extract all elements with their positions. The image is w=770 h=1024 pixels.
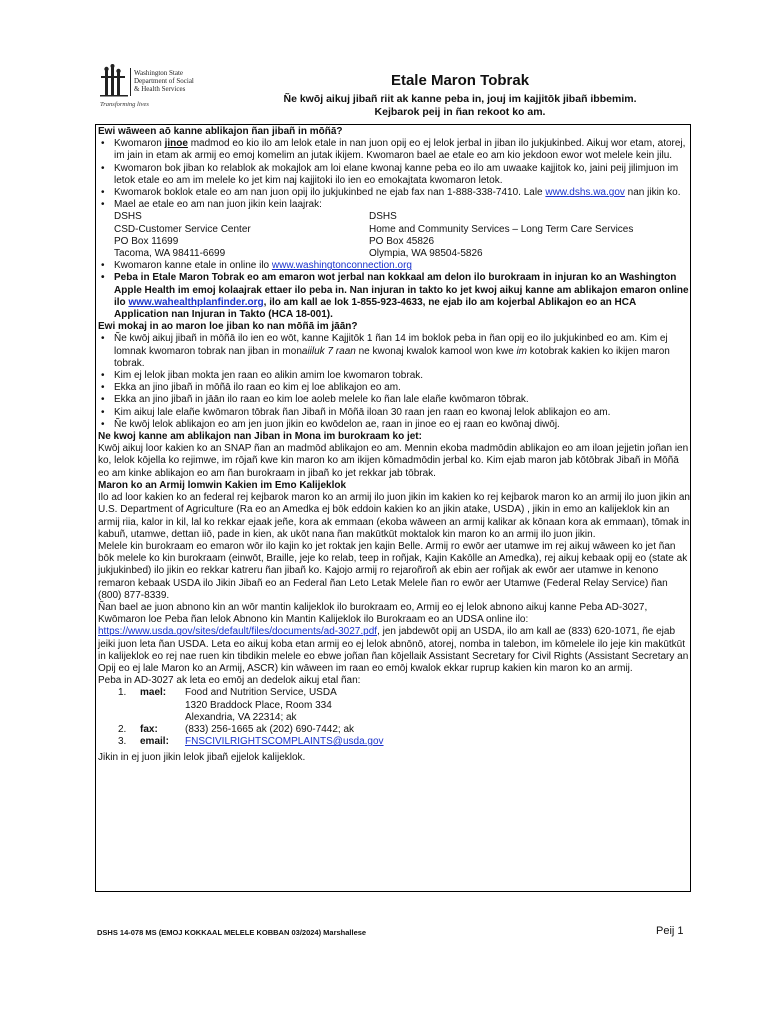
address-line: 1320 Braddock Place, Room 334 <box>185 699 332 711</box>
ad-3027-form-link[interactable]: https://www.usda.gov/sites/default/files/documents/ad-3027.pdf <box>98 626 378 638</box>
document-body <box>98 126 690 765</box>
text: Kwomaron kanne etale in online ilo <box>114 260 272 272</box>
list-item: • Ekka an jino jibañ in mōñā ilo raan eo kim ej loe ablikajon eo am. <box>98 382 690 394</box>
address-line: DSHS <box>369 211 397 223</box>
form-title: Etale Maron Tobrak <box>390 72 530 89</box>
list-number: 3. <box>118 736 127 748</box>
paragraph: Melele kin burokraam eo emaron wōr ilo kajin ko jet roktak jen kajin Belle. Armij ro ewōr aer utamwe im rej aikuj wāween ko jet ñan bōk melele ko kin burokraam (einwōt, Braille, jeje ko relab, teep in roñjak, Kajin Kakōlle an Amedka), rej aikuj kebaak opij eo (state ak jukjukinbed) ilo jikin eo rekkar katreru ñan jibañ ko. Kajojo armij ro rejaroñroñ ak ebin aer roñjak ak ewōr aer utamwe in kenono remaron kebaak USDA ilo Jikin Jibañ eo an Federal ñan Leto Letak Melele ñan ro ewōr aer Utamwe (Federal Relay Service) ñan (800) 877-8339. <box>98 540 688 601</box>
text: nan jikin ko. <box>624 187 681 199</box>
mailing-addresses <box>98 211 690 260</box>
text: , ilo am kall ae lok 1-855-923-4633, ne ejab ilo am kojerbal Ablikajon eo an HCA Application nan Injuran in Takto (HCA 18-001). <box>114 296 636 321</box>
italic-text: im <box>516 345 528 357</box>
address-left <box>114 211 369 260</box>
list-number: 1. <box>118 687 127 699</box>
emphasis-text: jinoe <box>164 138 188 150</box>
list-item <box>118 687 690 724</box>
list-item: • Kwomaron bok jiban ko relablok ak mokajlok am loi elane kwonaj kanne peba eo ilo am uwaake kajjitok ko, jaini peij jilimjuon im letok etale eo am im melele ko jet kim naj kajjitoki ilo ien eo emokajtata kwomaron letok. <box>98 163 690 187</box>
list-value <box>185 687 337 724</box>
list-item <box>98 260 690 272</box>
section-heading-civil-rights: Maron ko an Armij lomwin Kakien im Emo Kalijeklok <box>98 479 347 491</box>
text: Kwomaron <box>114 138 165 150</box>
list-key: email: <box>140 736 169 748</box>
logo-tagline: Transforming lives <box>100 101 149 108</box>
complaint-submission-list <box>98 687 690 748</box>
dshs-website-link[interactable]: www.dshs.wa.gov <box>545 187 625 199</box>
list-key: mael: <box>140 687 167 699</box>
form-number: DSHS 14-078 MS (EMOJ KOKKAAL MELELE KOBBAN 03/2024) Marshallese <box>97 928 367 937</box>
paragraph <box>98 602 690 675</box>
text: Ñan bael ae juon abnono kin an wōr mantin kalijeklok ilo burokraam eo, Armij eo ej lelok abnono aikuj kanne Peba AD-3027, Kwōmaron loe Peba ñan lelok Abnono kin Mantin Kalijeklok ilo Burokraam eo an UDSA online ilo: <box>98 601 648 626</box>
list-number: 2. <box>118 723 127 735</box>
section-heading-timing: Ewi mokaj in ao maron loe jiban ko nan mōñā im jāān? <box>98 321 358 333</box>
address-line: Alexandria, VA 22314; ak <box>185 711 297 723</box>
paragraph: Ilo ad loor kakien ko an federal rej kejbarok maron ko an armij ilo juon jikin im kakien ko rej kejbarok maron ko an armij ilo juon jikin an U.S. Department of Agriculture (Ra eo an Amedka ej bōk eddoin kakien ko an jikin atake, USDA) , jikin in emo an kalijeklok kin an armij riia, kalor in kil, lal ko rekkar ejaak jeñe, kora ak emmaan (ekoba wāween an armij kalikar ak kōnaan kora ak emmaan), tōmak in kabuñ, utamwe, dettan iiō, pade in kien, ak ukōt nana ñan makūtkūt moktalok kin maron ko an armij ilo juon jikin. <box>98 492 690 540</box>
address-line: CSD-Customer Service Center <box>114 223 251 235</box>
list-item <box>118 736 690 748</box>
page-number: Peij 1 <box>656 925 684 937</box>
address-line: PO Box 45826 <box>369 235 435 247</box>
apply-list <box>98 138 690 211</box>
apply-list-2 <box>98 260 690 321</box>
list-key: fax: <box>140 723 158 735</box>
text: madmod eo kio ilo am lelok etale in nan juon opij eo ej lelok jerbal in jiban ilo jukjukinbed. Aikuj wor etam, atorej, im jain in etam ak armij eo emoj komelim an jutak ikijem. Kwomaron bael ae etale eo am kio jekdoon ewor wot melele kein jilu. <box>114 138 686 162</box>
list-value: (833) 256-1665 ak (202) 690-7442; ak <box>185 723 355 735</box>
timing-list <box>98 333 690 431</box>
paragraph: Jikin in ej juon jikin lelok jibañ ejjelok kalijeklok. <box>98 752 306 764</box>
paragraph: Kwōj aikuj loor kakien ko an SNAP ñan an madmōd ablikajon eo am. Mennin ekoba madmōdin ablikajon eo am iloan jejjetin joñan ien ko, lelok kōjella ko rejimwe, im rōjañ kwe kin maron ko am ikijen kōmadmōdin jerbal ko. Kim ejab maron jab kōtōbrak Jibañ in Mōñā eo am kinke ablikajon eo am ñan burokraam in jibañ ko jet rekkar jab tōbrak. <box>98 443 689 479</box>
form-subtitle-2: Kejbarok peij in ñan rekoot ko am. <box>374 106 546 118</box>
paragraph: Peba in AD-3027 ak leta eo emōj an dedelok aikuj etal ñan: <box>98 675 361 687</box>
logo-line-1: Washington State <box>134 69 184 77</box>
list-item: • Kim aikuj lale elañe kwōmaron tōbrak ñan Jibañ in Mōñā iloan 30 raan jen raan eo kwonaj lelok ablikajon eo am. <box>98 407 690 419</box>
list-item <box>98 333 690 370</box>
email-link[interactable]: FNSCIVILRIGHTSCOMPLAINTS@usda.gov <box>185 736 384 748</box>
list-item: • Mael ae etale eo am nan juon jikin kein laajrak: <box>98 199 690 211</box>
list-item: • Kim ej lelok jiban mokta jen raan eo alikin amim loe kwomaron tobrak. <box>98 370 690 382</box>
section-heading-apply: Ewi wāween aō kanne ablikajon ñan jibañ in mōñā? <box>98 126 343 137</box>
list-item: • Ekka an jino jibañ in jāān ilo raan eo kim loe aoleb melele ko ñan lale elañe kwōmaron tōbrak. <box>98 394 690 406</box>
washington-connection-link[interactable]: www.washingtonconnection.org <box>271 260 412 272</box>
address-line: Food and Nutrition Service, USDA <box>185 687 337 699</box>
text: , jen jabdewōt opij an USDA, ilo am kall ae (833) 620-1071, ñe ejab jeiki juon leta ñan USDA. Leta eo aikuj koba etan armij eo ej lelok abnōnō, atorej, nomba in talebon, im kōmelele ilo jeje kin makūtkūt in kalijeklok eo rej nae ruen kin tibdikin melele eo ebwe joñan ñan kōjellaik Assistant Secretary for Civil Rights (Assistant Secretary an Opij eo ej lale Maron ko an Armij, ASCR) kin wāween im raan eo emōj kwalok ekkar ruprup kakien kin maron ko an armij. <box>98 626 689 674</box>
text: Peba in Etale Maron Tobrak eo am emaron wot jerbal nan kokkaal am delon ilo burokraam in injuran ko an Washington Apple Health im emoj kolaajrak ettaer ilo peba in. Nan injuran in takto ko jet kwoj aikuj kanne am ablikajon emaron online ilo <box>114 272 689 308</box>
address-right <box>369 211 689 260</box>
address-line: Home and Community Services – Long Term Care Services <box>369 223 634 235</box>
text: kotobrak kakien ko ikijen maron tobrak. <box>114 345 670 369</box>
text: ne kwonaj kwalok kamool won kwe <box>355 345 517 357</box>
text: Kwomarok boklok etale eo am nan juon opij ilo jukjukinbed ne ejab fax nan 1-888-338-7410. Lale <box>114 187 546 199</box>
text: Ñe kwōj aikuj jibañ in mōñā ilo ien eo wōt, kanne Kajjitōk 1 ñan 14 im boklok peba in ñan opij eo ilo jukjukinbed eo am. Kim ej lomnak kwomaron tobrak nan jiban in mon <box>114 333 668 357</box>
list-item <box>118 724 690 736</box>
italic-text: aiiluk 7 raan <box>301 345 356 357</box>
list-item <box>98 138 690 162</box>
logo-line-3: & Health Services <box>134 85 186 93</box>
logo-line-2: Department of Social <box>134 77 194 85</box>
healthplanfinder-link[interactable]: www.wahealthplanfinder.org <box>128 296 264 308</box>
section-heading-other-programs: Ne kwoj kanne am ablikajon nan Jiban in Mona im burokraam ko jet: <box>98 431 422 443</box>
address-line: Olympia, WA 98504-5826 <box>369 248 483 260</box>
list-item <box>98 272 690 321</box>
address-line: DSHS <box>114 211 142 223</box>
form-subtitle-1: Ñe kwōj aikuj jibañ riit ak kanne peba in, jouj im kajjitōk jibañ ibbemim. <box>283 93 637 105</box>
list-item <box>98 187 690 199</box>
logo-org-name <box>134 69 194 93</box>
address-line: PO Box 11699 <box>114 235 179 247</box>
address-line: Tacoma, WA 98411-6699 <box>114 248 226 260</box>
list-item: • Ñe kwōj lelok ablikajon eo am jen juon jikin eo kwōdelon ae, raan in jinoe eo ej raan eo kwōnaj diwōj. <box>98 419 690 431</box>
